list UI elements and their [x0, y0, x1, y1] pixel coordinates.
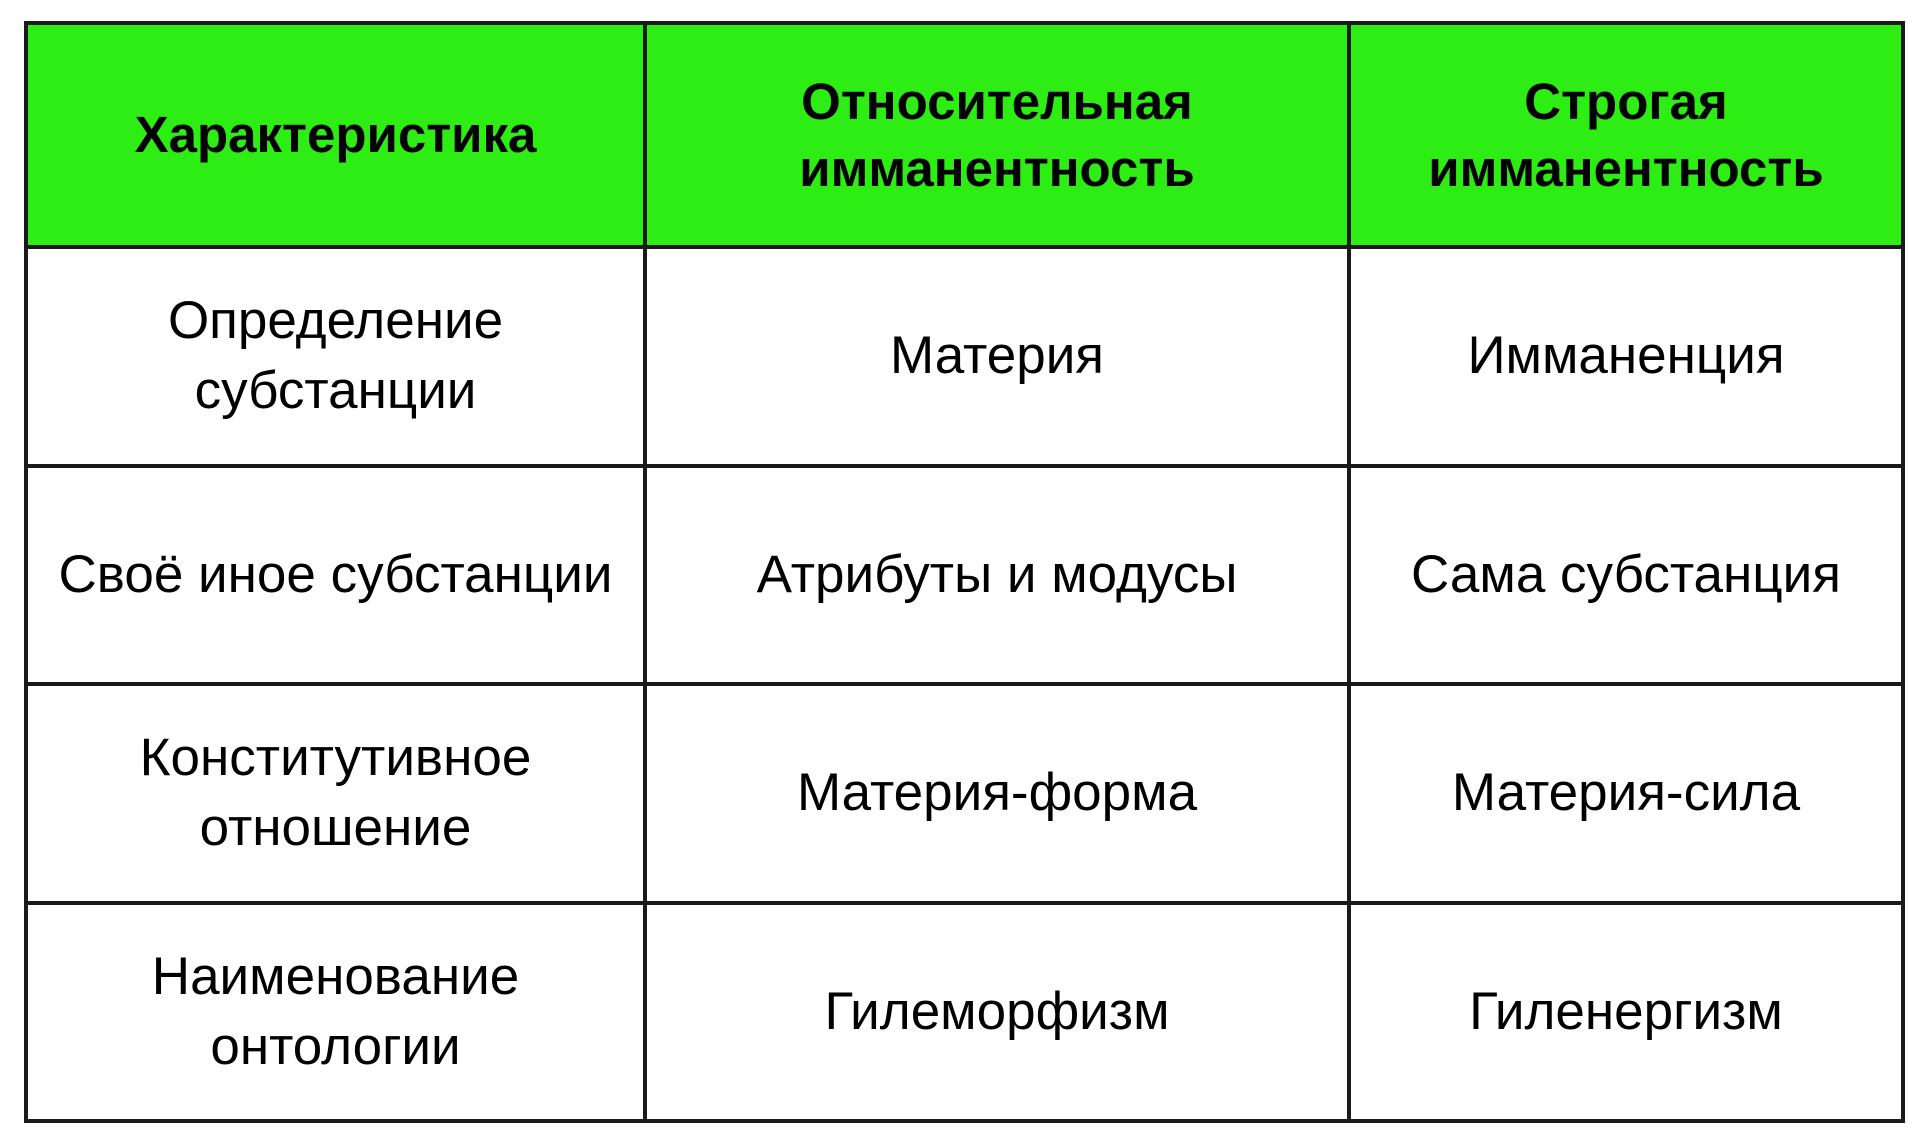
table-cell: [645, 684, 1349, 903]
row-label: Конститутивное отношение: [139, 728, 532, 858]
table-cell: [26, 684, 645, 903]
table-cell: [26, 903, 645, 1122]
row-label: Наименование онтологии: [151, 946, 520, 1076]
table-row: [26, 466, 1903, 685]
table-cell: [645, 247, 1349, 466]
row-label: Определение субстанции: [167, 291, 504, 421]
table-cell: [1349, 684, 1903, 903]
header-row: [26, 23, 1903, 247]
comparison-table: [24, 21, 1905, 1123]
row-label: Своё иное субстанции: [58, 544, 613, 604]
table-row: [26, 247, 1903, 466]
cell-value: Сама субстанция: [1411, 544, 1841, 604]
header-label: Характеристика: [134, 106, 537, 164]
cell-value: Гилеморфизм: [824, 981, 1170, 1041]
table-row: [26, 903, 1903, 1122]
cell-value: Материя-форма: [796, 763, 1198, 823]
header-cell-characteristic: [26, 23, 645, 247]
cell-value: Атрибуты и модусы: [756, 544, 1238, 604]
table-cell: [1349, 247, 1903, 466]
cell-value: Гиленергизм: [1469, 981, 1783, 1041]
table-row: [26, 684, 1903, 903]
header-label: Относительная имманентность: [799, 72, 1195, 197]
cell-value: Имманенция: [1467, 326, 1785, 386]
table-cell: [26, 247, 645, 466]
cell-value: Материя: [890, 326, 1104, 386]
table-cell: [26, 466, 645, 685]
header-cell-relative-immanence: [645, 23, 1349, 247]
table-cell: [645, 466, 1349, 685]
header-cell-strict-immanence: [1349, 23, 1903, 247]
cell-value: Материя-сила: [1451, 763, 1801, 823]
table-cell: [1349, 466, 1903, 685]
table-cell: [645, 903, 1349, 1122]
table-cell: [1349, 903, 1903, 1122]
header-label: Строгая имманентность: [1428, 72, 1824, 197]
